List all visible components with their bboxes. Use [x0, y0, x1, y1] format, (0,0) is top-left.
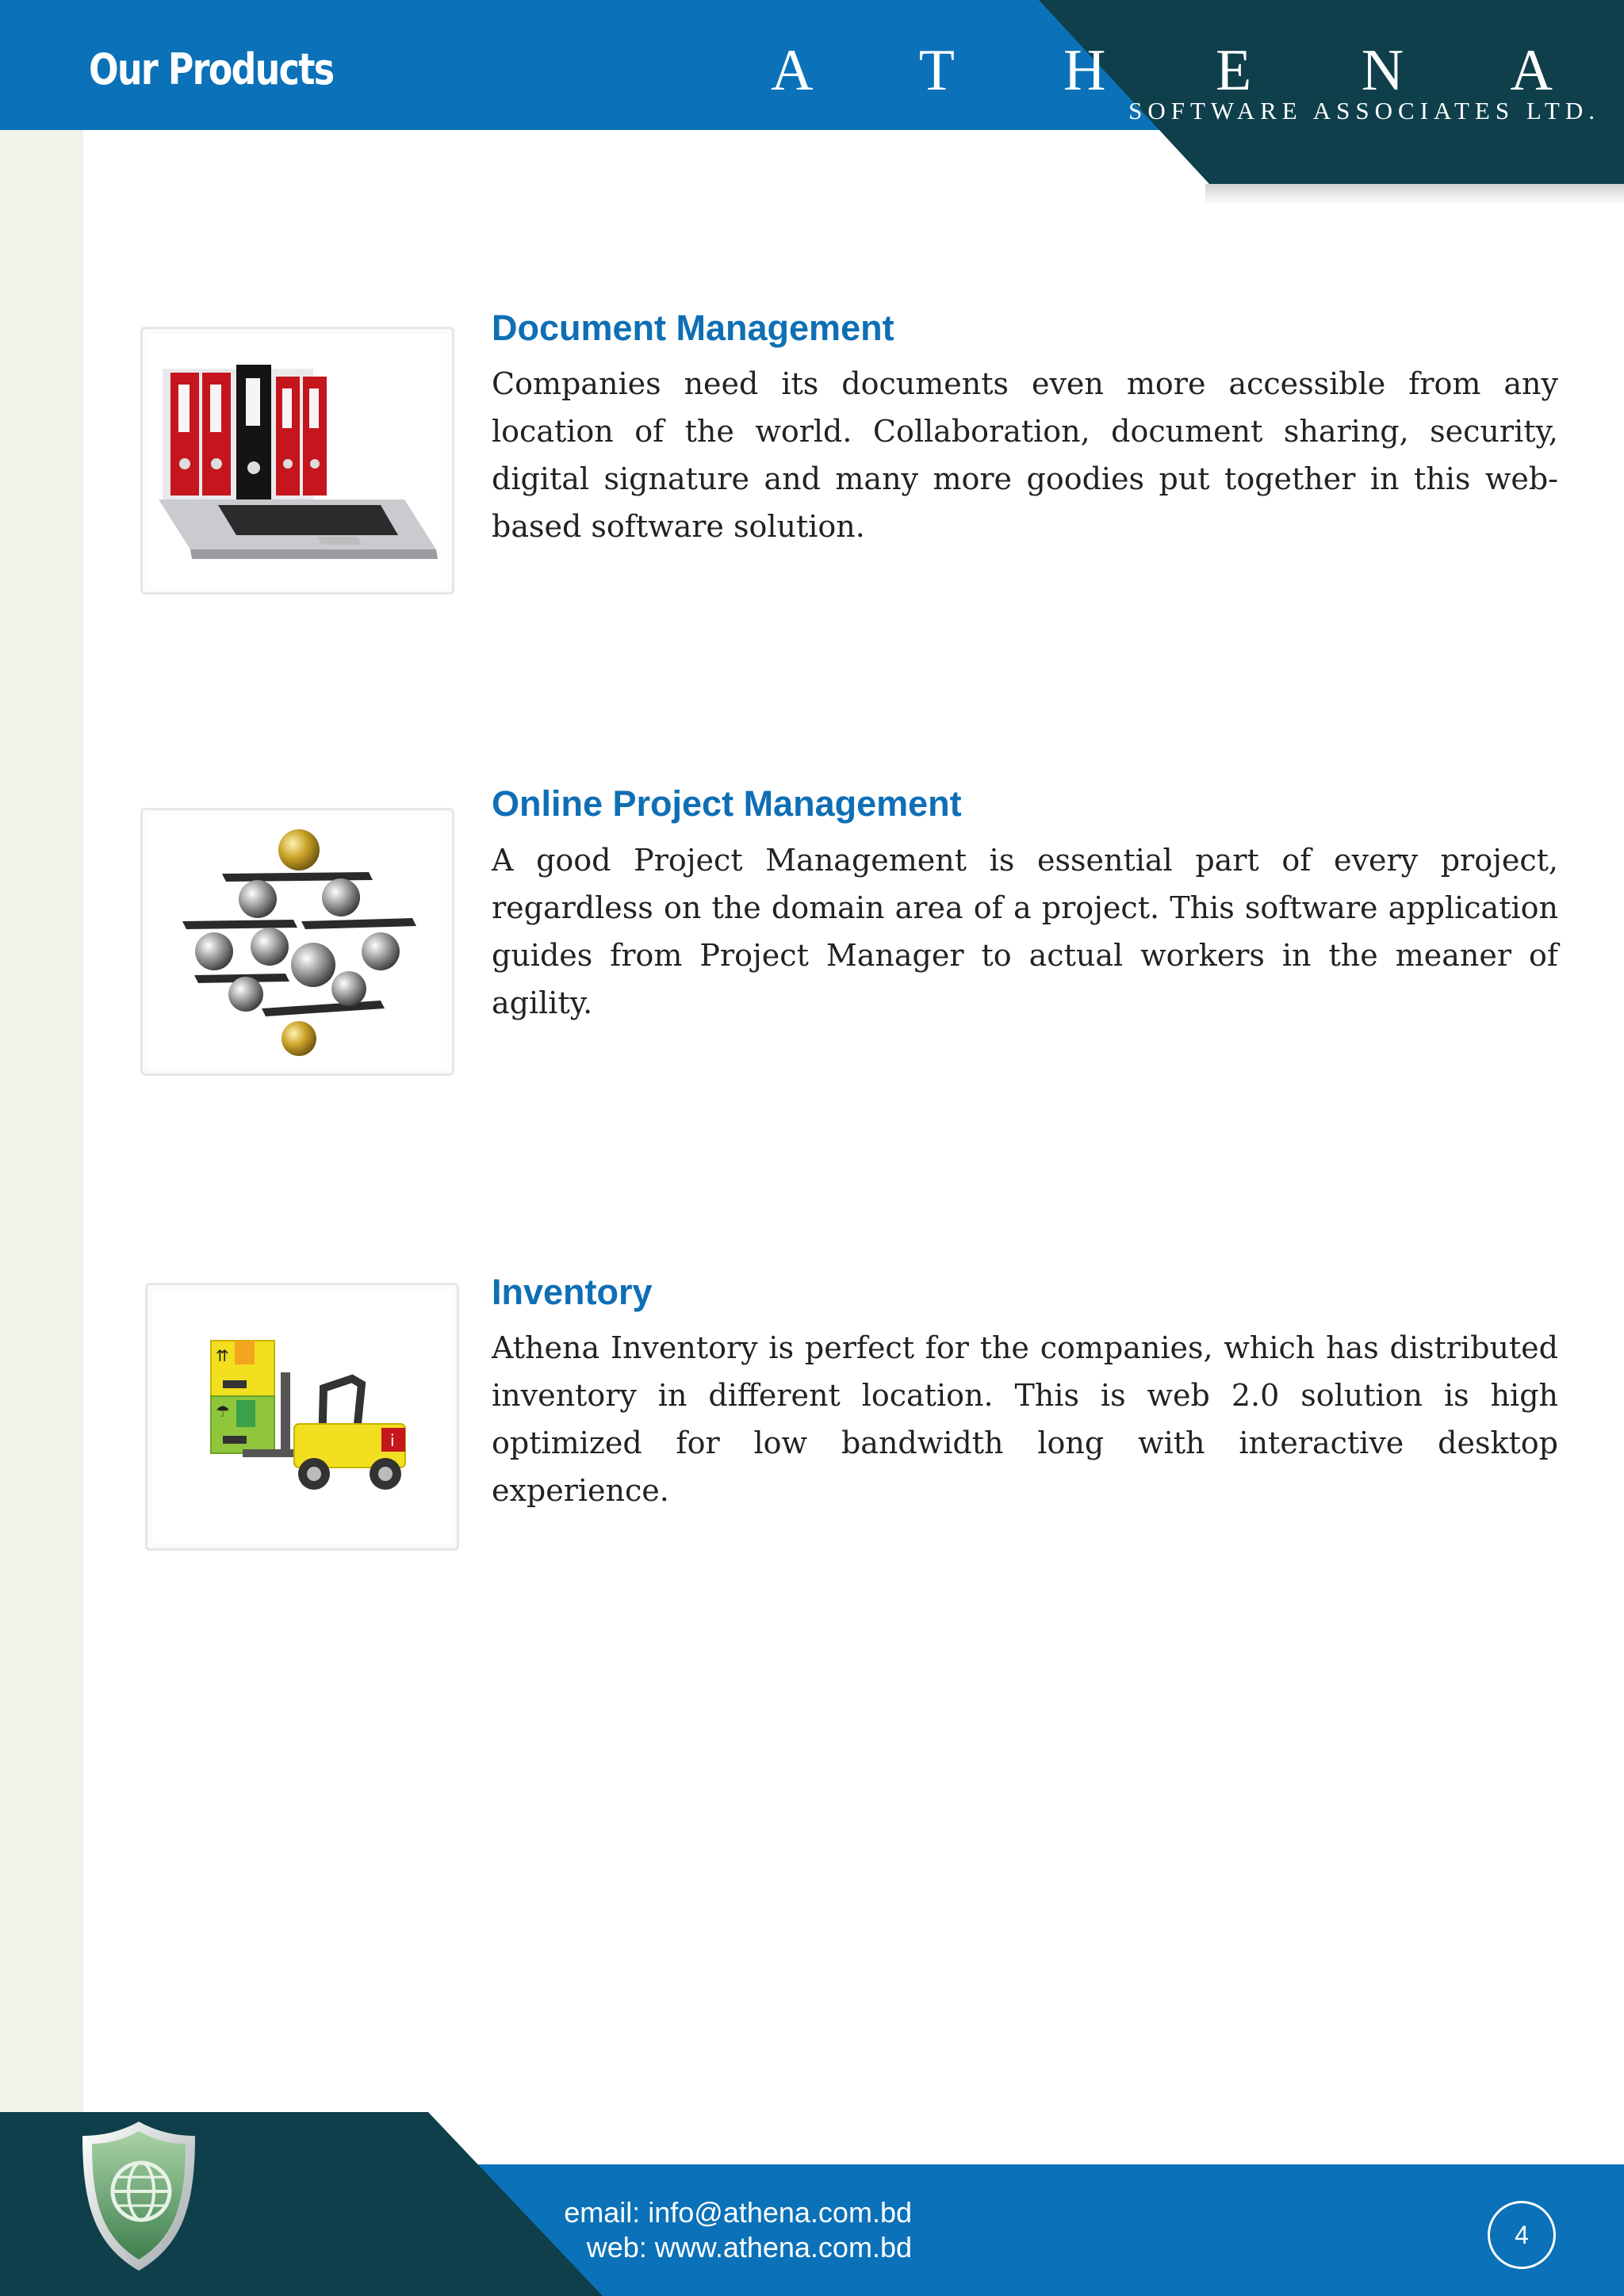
svg-text:⇈: ⇈ [216, 1346, 229, 1365]
product-title-inventory: Inventory [492, 1272, 653, 1312]
footer-website[interactable]: web: www.athena.com.bd [586, 2231, 912, 2263]
product-title-online-project-management: Online Project Management [492, 783, 962, 824]
left-margin-strip [0, 130, 83, 2112]
product-description-online-project-management: A good Project Management is essential part of every project, regardless on the domain area of a project. This software application guides from Project Manager to actual workers in the meaner of agility. [492, 843, 1558, 1020]
svg-text:☂: ☂ [216, 1402, 230, 1421]
company-logo-name: A T H E N A [771, 38, 1600, 103]
page-title: Our Products [89, 44, 334, 94]
product-description-document-management: Companies need its documents even more accessible from any location of the world. Collaboration, document sharing, security, digital signature and many more goodies put together in this web-based software solution. [492, 366, 1558, 544]
footer-email[interactable]: email: info@athena.com.bd [564, 2196, 912, 2229]
forklift-boxes-icon [145, 1283, 459, 1551]
header-shadow [1205, 184, 1624, 205]
balance-spheres-icon [140, 808, 454, 1076]
svg-text:i: i [390, 1431, 395, 1450]
company-logo-tagline: SOFTWARE ASSOCIATES LTD. [1128, 97, 1600, 124]
product-title-document-management: Document Management [492, 308, 894, 348]
page-number: 4 [1488, 2201, 1556, 2269]
product-description-inventory: Athena Inventory is perfect for the companies, which has distributed inventory in different location. This is web 2.0 solution is high optimized for low bandwidth long with interactive desktop experience. [492, 1330, 1558, 1508]
shield-globe-icon [79, 2118, 198, 2274]
laptop-binders-icon [140, 327, 454, 595]
